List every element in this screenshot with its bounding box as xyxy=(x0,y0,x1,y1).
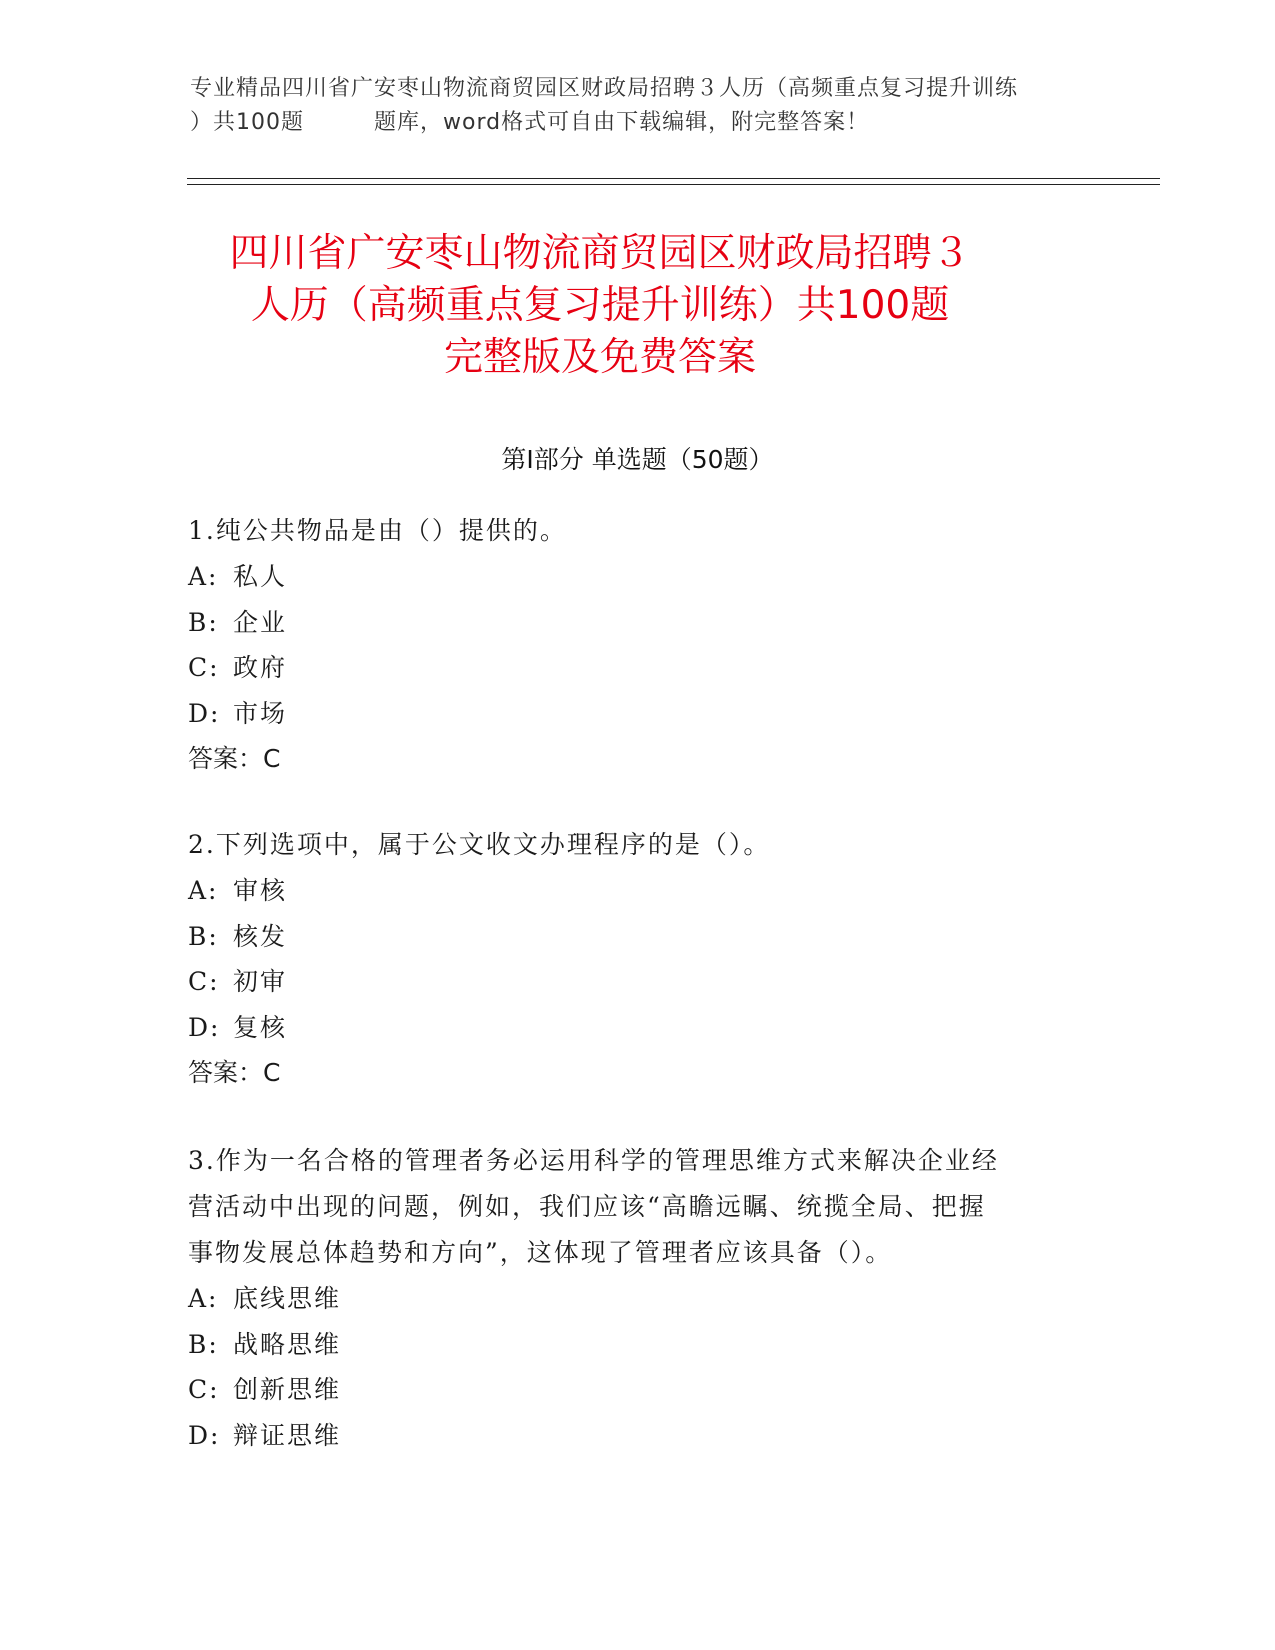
option-d xyxy=(188,1413,1068,1459)
option-key: B: xyxy=(188,921,219,951)
question-stem-line: 营活动中出现的问题，例如，我们应该“高瞻远瞩、统揽全局、把握 xyxy=(188,1192,986,1221)
question-2 xyxy=(188,822,1068,1096)
option-text: 创新思维 xyxy=(233,1375,342,1404)
header-line-2-start: ）共100题 xyxy=(190,110,304,135)
option-key: D: xyxy=(188,1012,221,1042)
header-divider-top xyxy=(187,178,1160,179)
option-key: D: xyxy=(188,698,221,728)
header-line-2-end: 题库，word格式可自由下载编辑，附完整答案！ xyxy=(374,110,870,135)
option-text: 战略思维 xyxy=(233,1329,342,1359)
option-key: B: xyxy=(188,1329,219,1359)
title-line-3: 完整版及免费答案 xyxy=(443,335,756,380)
option-text: 审核 xyxy=(233,876,288,905)
option-key: D: xyxy=(188,1420,221,1450)
option-key: B: xyxy=(188,607,219,637)
title-line-2: 人历（高频重点复习提升训练）共100题 xyxy=(250,283,950,328)
question-stem: 1.纯公共物品是由（）提供的。 xyxy=(188,516,567,545)
answer-label: 答案：C xyxy=(188,1058,281,1087)
question-1 xyxy=(188,508,1068,782)
option-a xyxy=(188,554,1068,600)
option-text: 私人 xyxy=(233,562,288,591)
option-text: 市场 xyxy=(233,698,288,728)
option-d xyxy=(188,1005,1068,1051)
title-line-1: 四川省广安枣山物流商贸园区财政局招聘３ xyxy=(229,231,971,276)
header-line-1: 专业精品四川省广安枣山物流商贸园区财政局招聘３人历（高频重点复习提升训练 xyxy=(190,76,1019,101)
header-line-2 xyxy=(190,106,1090,140)
option-a xyxy=(188,868,1068,914)
option-text: 初审 xyxy=(233,967,288,996)
option-key: A: xyxy=(188,562,219,591)
option-b xyxy=(188,1322,1068,1368)
page-header xyxy=(190,72,1090,140)
option-c xyxy=(188,645,1068,691)
option-key: C: xyxy=(188,1375,220,1404)
option-d xyxy=(188,691,1068,737)
question-stem: 2.下列选项中，属于公文收文办理程序的是（）。 xyxy=(188,830,771,859)
option-c xyxy=(188,1367,1068,1413)
option-text: 辩证思维 xyxy=(233,1420,342,1450)
option-key: A: xyxy=(188,876,219,905)
option-key: A: xyxy=(188,1284,219,1313)
option-key: C: xyxy=(188,967,220,996)
section-heading: 第Ⅰ部分 单选题（50题） xyxy=(501,445,774,474)
option-text: 政府 xyxy=(233,653,288,682)
option-text: 底线思维 xyxy=(233,1284,342,1313)
question-stem-line: 事物发展总体趋势和方向”，这体现了管理者应该具备（）。 xyxy=(188,1238,893,1267)
option-b xyxy=(188,914,1068,960)
option-b xyxy=(188,600,1068,646)
document-title xyxy=(150,228,1050,384)
answer-label: 答案：C xyxy=(188,744,281,773)
option-text: 核发 xyxy=(233,921,288,951)
question-3 xyxy=(188,1138,1068,1458)
question-stem-line: 3.作为一名合格的管理者务必运用科学的管理思维方式来解决企业经 xyxy=(188,1146,999,1175)
header-divider-bottom xyxy=(187,184,1160,185)
option-c xyxy=(188,959,1068,1005)
option-text: 复核 xyxy=(233,1012,288,1042)
option-text: 企业 xyxy=(233,607,288,637)
option-key: C: xyxy=(188,653,220,682)
option-a xyxy=(188,1276,1068,1322)
